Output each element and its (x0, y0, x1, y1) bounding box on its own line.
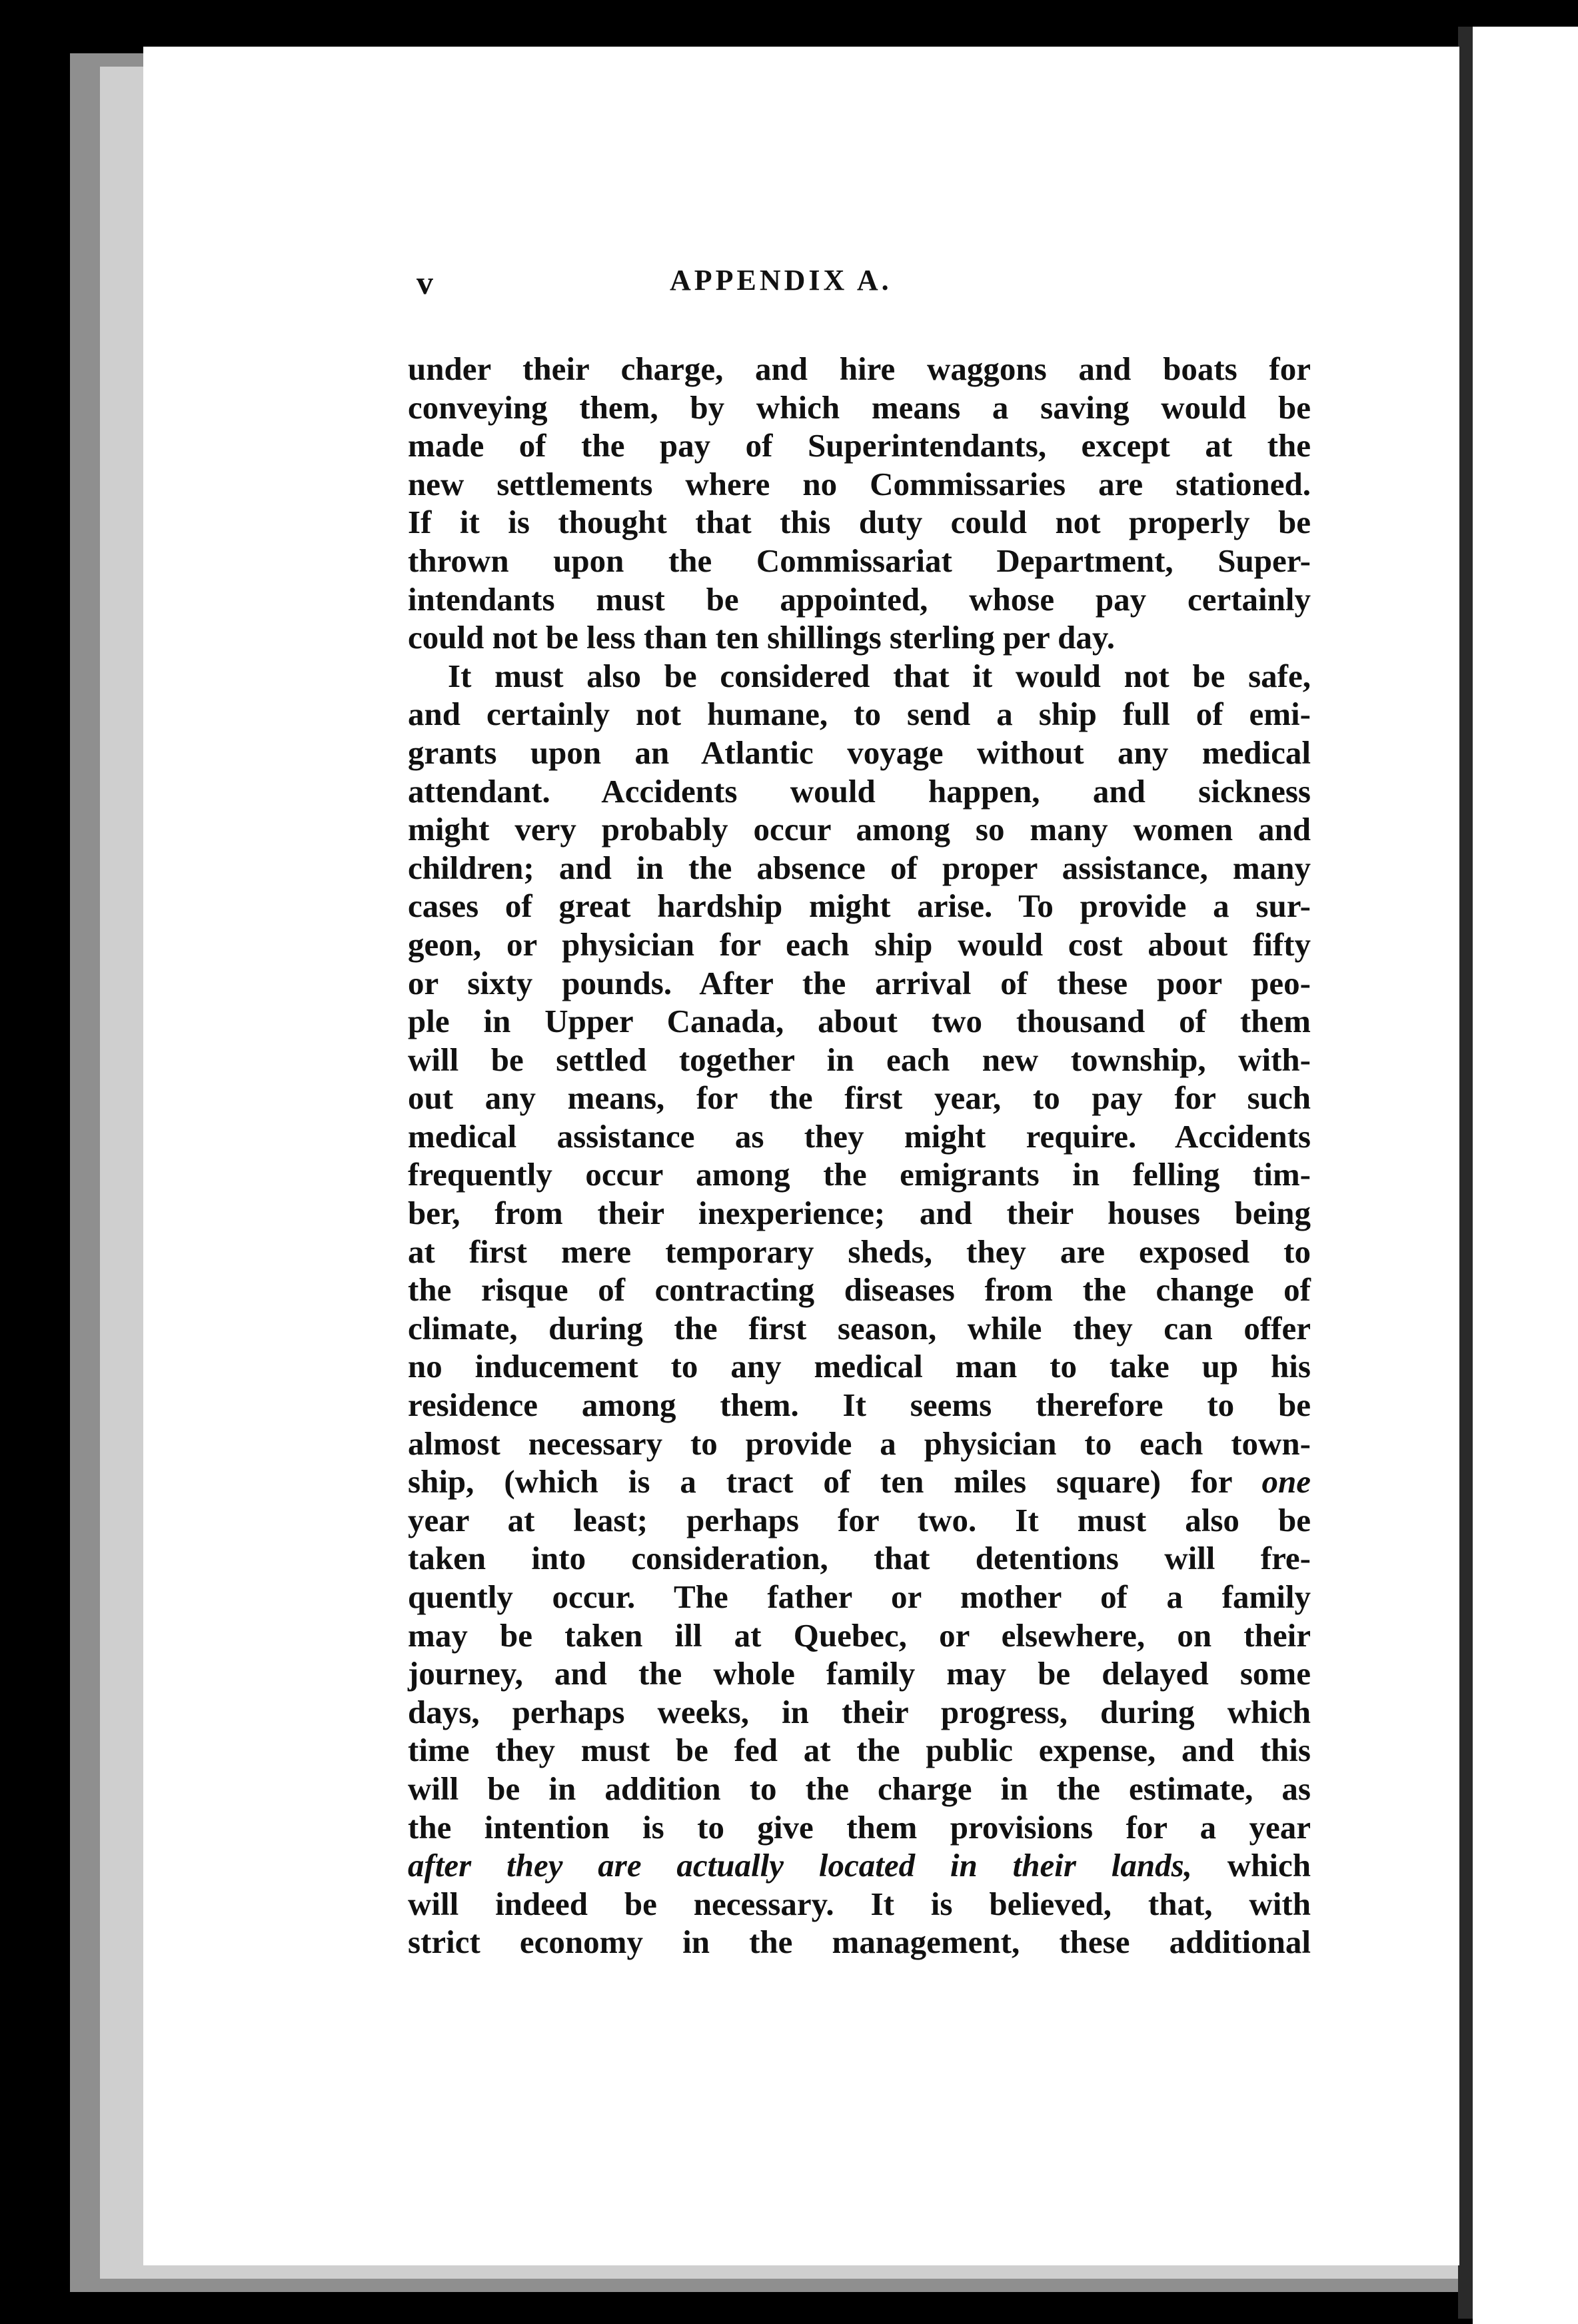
text-line: new settlements where no Commissaries are stationed. (408, 465, 1311, 502)
text-fragment: which (1227, 1847, 1311, 1884)
text-line: If it is thought that this duty could not properly be (408, 504, 1311, 541)
text-line: or sixty pounds. After the arrival of these poor peo- (408, 964, 1311, 1001)
text-line: time they must be fed at the public expense, and this (408, 1732, 1311, 1769)
text-line: ple in Upper Canada, about two thousand of them (408, 1003, 1311, 1040)
text-line: geon, or physician for each ship would cost about fifty (408, 925, 1311, 963)
italic-phrase: after they are actually located in their lands, (408, 1847, 1192, 1884)
text-line: might very probably occur among so many women and (408, 811, 1311, 848)
text-line: will be in addition to the charge in the estimate, as (408, 1770, 1311, 1807)
body-text (408, 350, 1311, 1962)
facing-page-edge (1473, 27, 1578, 2324)
text-line: frequently occur among the emigrants in felling tim- (408, 1156, 1311, 1193)
text-line: out any means, for the first year, to pay for such (408, 1079, 1311, 1117)
text-line: climate, during the first season, while they can offer (408, 1309, 1311, 1347)
text-line: the risque of contracting diseases from the change of (408, 1271, 1311, 1309)
text-line: no inducement to any medical man to take up his (408, 1348, 1311, 1385)
text-line: conveying them, by which means a saving would be (408, 388, 1311, 426)
running-head: APPENDIX A. (670, 264, 892, 296)
text-line: medical assistance as they might require. Accidents (408, 1117, 1311, 1155)
text-line: It must also be considered that it would not be safe, (448, 657, 1311, 694)
text-line-with-italic (408, 1846, 1311, 1885)
text-line: made of the pay of Superintendants, except at the (408, 427, 1311, 464)
text-line: ber, from their inexperience; and their houses being (408, 1195, 1311, 1232)
text-line: will indeed be necessary. It is believed, that, with (408, 1885, 1311, 1922)
text-line: may be taken ill at Quebec, or elsewhere, on their (408, 1616, 1311, 1654)
text-line: will be settled together in each new township, with- (408, 1041, 1311, 1078)
text-line: intendants must be appointed, whose pay certainly (408, 580, 1311, 618)
text-line: residence among them. It seems therefore to be (408, 1387, 1311, 1424)
page-number: v (416, 264, 433, 301)
text-line: under their charge, and hire waggons and boats for (408, 350, 1311, 387)
text-line: attendant. Accidents would happen, and sickness (408, 772, 1311, 810)
text-line: taken into consideration, that detentions will fre- (408, 1540, 1311, 1577)
text-line: thrown upon the Commissariat Department, Super- (408, 542, 1311, 579)
text-line: and certainly not humane, to send a ship full of emi- (408, 696, 1311, 733)
text-line: year at least; perhaps for two. It must also be (408, 1501, 1311, 1538)
text-line: children; and in the absence of proper assistance, many (408, 849, 1311, 886)
text-line: the intention is to give them provisions for a year (408, 1808, 1311, 1846)
page-header (416, 263, 1303, 303)
text-line: could not be less than ten shillings sterling per day. (408, 619, 1115, 656)
text-line: strict economy in the management, these additional (408, 1924, 1311, 1961)
italic-word: one (1261, 1463, 1311, 1500)
text-line: journey, and the whole family may be delayed some (408, 1655, 1311, 1692)
text-line: at first mere temporary sheds, they are exposed to (408, 1233, 1311, 1270)
text-fragment: ship, (which is a tract of ten miles square) for (408, 1463, 1232, 1500)
text-line-with-italic (408, 1462, 1311, 1501)
text-line: quently occur. The father or mother of a family (408, 1578, 1311, 1615)
text-line: cases of great hardship might arise. To provide a sur- (408, 887, 1311, 925)
text-line: grants upon an Atlantic voyage without any medical (408, 734, 1311, 771)
text-line: almost necessary to provide a physician to each town- (408, 1425, 1311, 1462)
text-line: days, perhaps weeks, in their progress, during which (408, 1693, 1311, 1730)
